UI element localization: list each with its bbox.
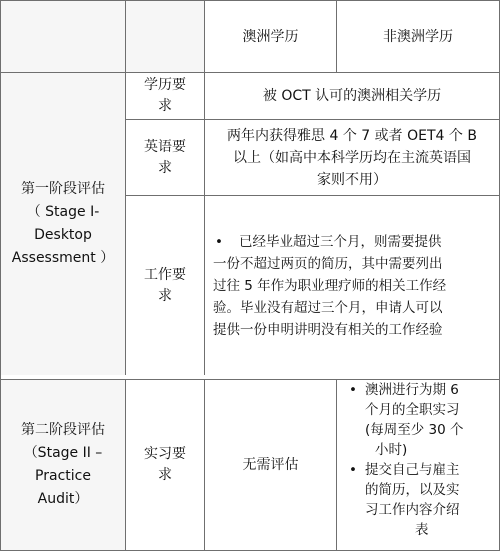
label-line: 学历要 [144,77,186,93]
stage2-internship-label-cell [125,379,205,551]
label-line: 求 [158,467,172,483]
header-non-australian-education-label: 非澳洲学历 [383,28,453,45]
bullet-item [213,231,446,253]
stage1-work-value-cell [204,195,500,376]
stage2-name-line: 第二阶段评估 [21,422,105,438]
value-line: 提供一份申明讲明没有相关的工作经验 [213,321,443,338]
label-line: 实习要 [144,446,186,462]
stage1-work-label-cell [125,195,205,376]
bullet-item [347,460,464,540]
value-line: • 提交自己与雇主 [365,462,460,478]
value-line: 以上（如高中本科学历均在主流英语国 [233,149,471,166]
stage1-edu-label [144,75,186,117]
header-empty-cell-2 [125,0,205,73]
stage1-name-cell [0,72,126,376]
label-line: 工作要 [144,266,186,283]
stage1-edu-value: 被 OCT 认可的澳洲相关学历 [262,88,442,104]
stage1-english-label-cell [125,119,205,196]
value-line: 的简历，以及实 [365,482,460,498]
value-line: 个月的全职实习 [365,402,460,418]
label-line: 求 [158,159,172,176]
value-line: 家则不用） [317,171,387,188]
header-empty-cell-1 [0,0,126,73]
stage2-name-line: （Stage II – [23,445,103,461]
value-line: 两年内获得雅思 4 个 7 或者 OET4 个 B [227,127,477,144]
value-line: 过往 5 年作为职业理疗师的相关工作经 [213,277,447,294]
stage2-australian-value: 无需评估 [242,457,299,473]
stage1-english-value [227,125,477,191]
value-line: • 已经毕业超过三个月，则需要提供 [239,233,442,250]
value-line: 小时) [375,442,408,458]
stage1-name-line: Desktop [34,227,92,243]
stage2-non-australian-value-cell [336,379,500,551]
label-line: 求 [158,98,172,114]
value-line: 习工作内容介绍 [365,502,460,518]
header-australian-education [204,0,337,73]
stage1-english-label [144,137,186,179]
stage2-internship-label [144,444,186,486]
stage2-australian-value-cell [204,379,337,551]
stage2-name-cell [0,379,126,551]
stage1-name [12,178,114,270]
label-line: 英语要 [144,138,186,155]
stage2-name-line: Practice [35,468,91,484]
stage1-work-label [144,265,186,307]
value-line: • 澳洲进行为期 6 [365,382,459,398]
stage2-non-australian-list [347,380,464,540]
stage1-edu-label-cell [125,72,205,120]
header-australian-education-label: 澳洲学历 [242,28,299,45]
stage1-work-value [213,231,446,341]
stage2-name [21,419,105,511]
stage2-name-line: Audit） [37,491,89,507]
value-line: 验。毕业没有超过三个月，申请人可以 [213,299,443,316]
value-line: 一份不超过两页的简历，其中需要列出 [213,255,443,272]
bullet-item [347,380,464,460]
value-line: 表 [415,522,429,538]
stage1-name-line: Assessment ） [11,250,115,266]
stage1-name-line: 第一阶段评估 [21,181,105,197]
stage1-name-line: （ Stage I- [26,204,100,220]
label-line: 求 [158,287,172,304]
value-line: (每周至少 30 个 [365,422,464,438]
stage1-edu-value-cell [204,72,500,120]
header-non-australian-education [336,0,500,73]
stage1-english-value-cell [204,119,500,196]
